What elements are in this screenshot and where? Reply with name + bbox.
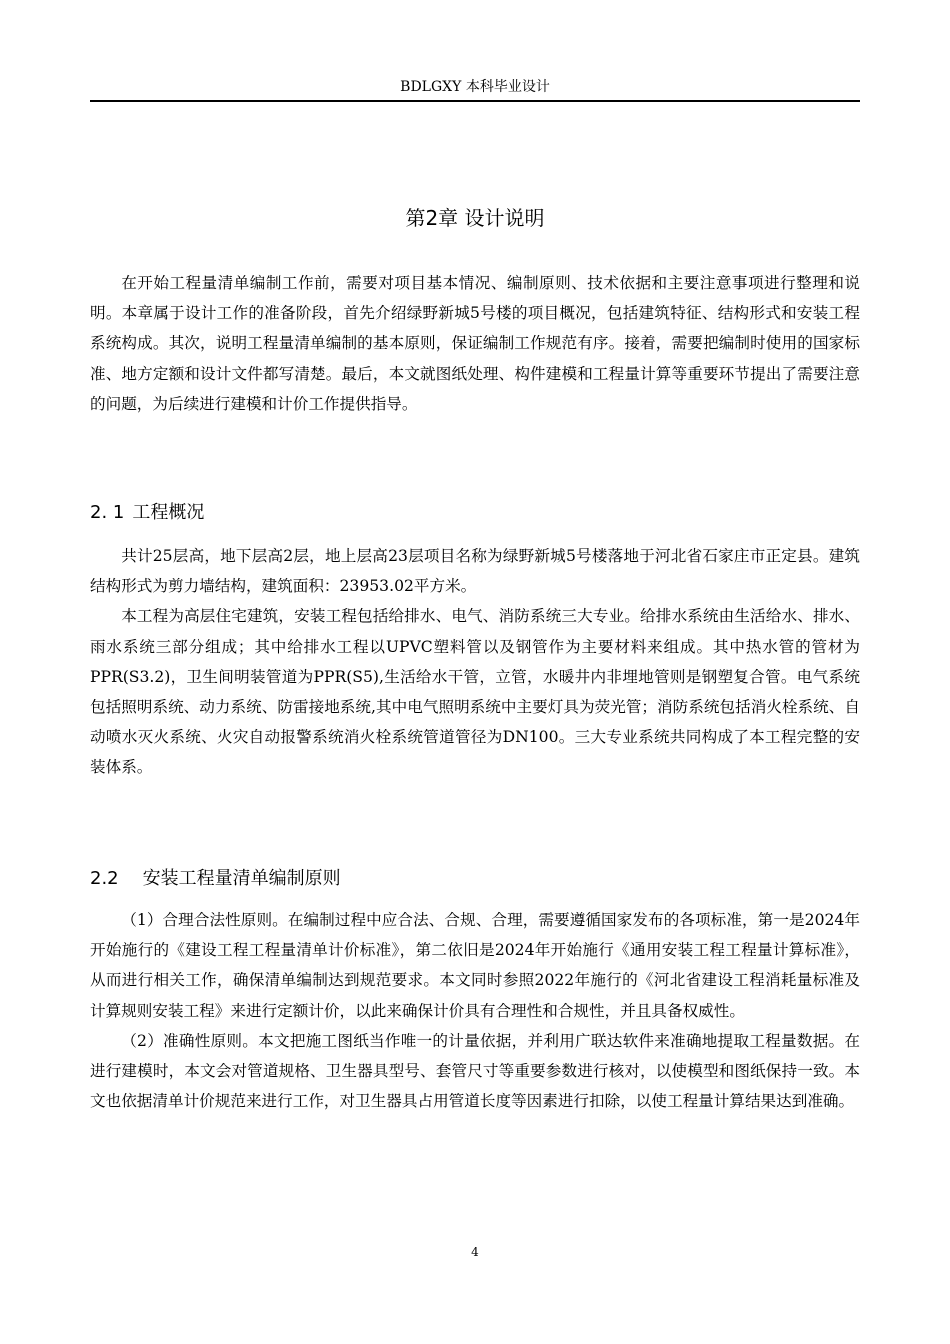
header-rule xyxy=(90,100,860,102)
section-paragraphs xyxy=(90,541,860,783)
chapter-title: 第2章 设计说明 xyxy=(405,206,545,230)
section-number: 2.2 xyxy=(90,868,119,889)
section-title: 工程概况 xyxy=(132,502,205,523)
body-paragraph: 共计25层高，地下层高2层，地上层高23层项目名称为绿野新城5号楼落地于河北省石家庄市正定县。建筑结构形式为剪力墙结构，建筑面积：23953.02平方米。 xyxy=(90,547,860,596)
intro-paragraph: 在开始工程量清单编制工作前，需要对项目基本情况、编制原则、技术依据和主要注意事项进行整理和说明。本章属于设计工作的准备阶段，首先介绍绿野新城5号楼的项目概况，包括建筑特征、结构形式和安装工程系统构成。其次，说明工程量清单编制的基本原则，保证编制工作规范有序。接着，需要把编制时使用的国家标准、地方定额和设计文件都写清楚。最后，本文就图纸处理、构件建模和工程量计算等重要环节提出了需要注意的问题，为后续进行建模和计价工作提供指导。 xyxy=(90,274,860,413)
section-heading xyxy=(90,500,860,526)
page-number: 4 xyxy=(471,1245,479,1259)
section-heading xyxy=(90,866,860,892)
body-paragraph: 本工程为高层住宅建筑，安装工程包括给排水、电气、消防系统三大专业。给排水系统由生活给水、排水、雨水系统三部分组成；其中给排水工程以UPVC塑料管以及钢管作为主要材料来组成。其中热水管的管材为PPR(S3.2)，卫生间明装管道为PPR(S5),生活给水干管，立管，水暖井内非埋地管则是钢塑复合管。电气系统包括照明系统、动力系统、防雷接地系统,其中电气照明系统中主要灯具为荧光管；消防系统包括消火栓系统、自动喷水灭火系统、火灾自动报警系统消火栓系统管道管径为DN100。三大专业系统共同构成了本工程完整的安装体系。 xyxy=(90,607,860,777)
running-header: BDLGXY 本科毕业设计 xyxy=(400,79,550,95)
section-number: 2. 1 xyxy=(90,502,125,523)
section-title: 安装工程量清单编制原则 xyxy=(142,868,341,889)
body-paragraph: （1）合理合法性原则。在编制过程中应合法、合规、合理，需要遵循国家发布的各项标准，第一是2024年开始施行的《建设工程工程量清单计价标准》，第二依旧是2024年开始施行《通用安装工程工程量计算标准》，从而进行相关工作，确保清单编制达到规范要求。本文同时参照2022年施行的《河北省建设工程消耗量标准及计算规则安装工程》来进行定额计价，以此来确保计价具有合理性和合规性，并且具备权威性。 xyxy=(90,911,860,1020)
section-paragraphs xyxy=(90,905,860,1116)
intro-paragraphs xyxy=(90,268,860,419)
body-paragraph: （2）准确性原则。本文把施工图纸当作唯一的计量依据，并利用广联达软件来准确地提取工程量数据。在进行建模时，本文会对管道规格、卫生器具型号、套管尺寸等重要参数进行核对，以使模型和图纸保持一致。本文也依据清单计价规范来进行工作，对卫生器具占用管道长度等因素进行扣除，以使工程量计算结果达到准确。 xyxy=(90,1031,861,1111)
